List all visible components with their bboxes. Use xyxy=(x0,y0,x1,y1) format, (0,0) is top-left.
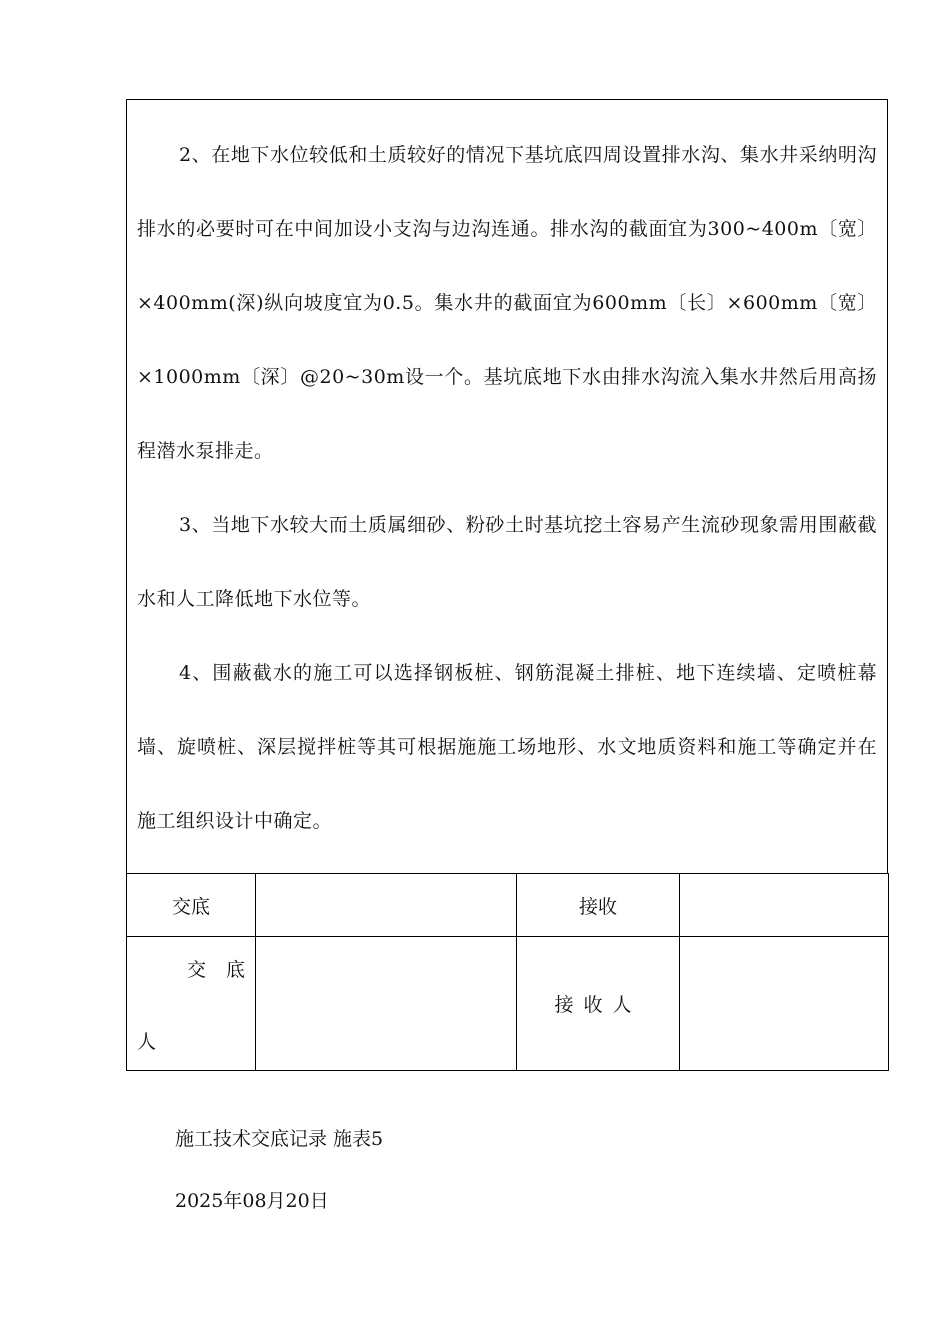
handover-person-label-line1: 交底 xyxy=(186,959,265,981)
signature-row-handover xyxy=(127,874,889,937)
handover-person-value[interactable] xyxy=(256,937,517,1071)
paragraph-2: 2、在地下水位较低和土质较好的情况下基坑底四周设置排水沟、集水井采纳明沟排水的必要时可在中间加设小支沟与边沟连通。排水沟的截面宜为300~400m〔宽〕×400mm(深)纵向坡度宜为0.5。集水井的截面宜为600mm〔长〕×600mm〔宽〕×1000mm〔深〕@20~30m设一个。基坑底地下水由排水沟流入集水井然后用高扬程潜水泵排走。 xyxy=(137,144,877,462)
form-title: 施工技术交底记录 施表5 xyxy=(175,1128,384,1150)
paragraph-3: 3、当地下水较大而土质属细砂、粉砂土时基坑挖土容易产生流砂现象需用围蔽截水和人工降低地下水位等。 xyxy=(137,514,877,610)
receiver-person-label: 接收人 xyxy=(517,937,680,1071)
paragraph-4: 4、围蔽截水的施工可以选择钢板桩、钢筋混凝土排桩、地下连续墙、定喷桩幕墙、旋喷桩、深层搅拌桩等其可根据施施工场地形、水文地质资料和施工等确定并在施工组织设计中确定。 xyxy=(137,662,877,832)
receiver-person-value[interactable] xyxy=(680,937,889,1071)
content-box xyxy=(126,99,888,873)
receive-label: 接收 xyxy=(517,874,680,937)
form-date: 2025年08月20日 xyxy=(175,1190,329,1212)
handover-value[interactable] xyxy=(256,874,517,937)
content-text xyxy=(137,118,877,858)
receive-value[interactable] xyxy=(680,874,889,937)
handover-label: 交底 xyxy=(127,874,256,937)
handover-person-label-line2: 人 xyxy=(137,1031,157,1053)
handover-person-label xyxy=(127,937,265,1071)
signature-table xyxy=(126,873,889,1071)
signature-row-persons xyxy=(127,937,889,1071)
